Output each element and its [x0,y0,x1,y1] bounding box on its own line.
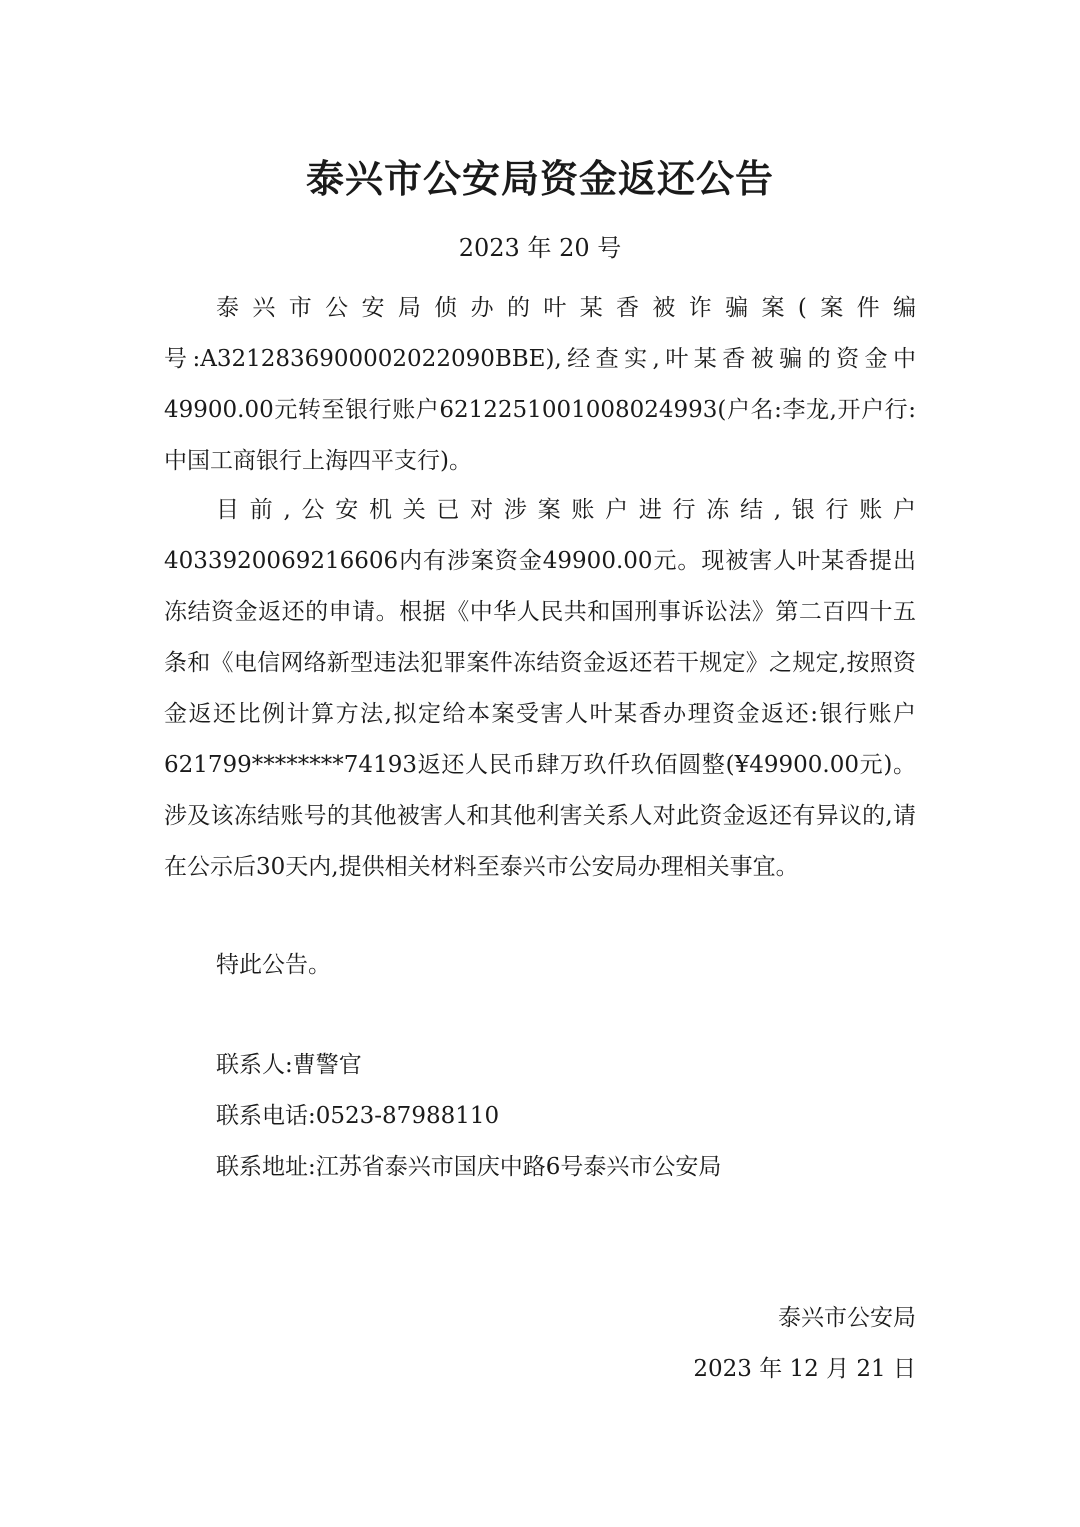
paragraph-refund-details: 目前,公安机关已对涉案账户进行冻结,银行账户4033920069216606内有涉案资金49900.00元。现被害人叶某香提出冻结资金返还的申请。根据《中华人民共和国刑事诉讼法》第二百四十五条和《电信网络新型违法犯罪案件冻结资金返还若干规定》之规定,按照资金返还比例计算方法,拟定给本案受害人叶某香办理资金返还:银行账户621799********74193返还人民币肆万玖仟玖佰圆整(¥49900.00元)。涉及该冻结账号的其他被害人和其他利害关系人对此资金返还有异议的,请在公示后30天内,提供相关材料至泰兴市公安局办理相关事宜。 [164,497,916,880]
contact-address: 联系地址:江苏省泰兴市国庆中路6号泰兴市公安局 [216,1154,722,1180]
paragraph-case-details: 泰兴市公安局侦办的叶某香被诈骗案(案件编号:A3212836900002022090BBE),经查实,叶某香被骗的资金中49900.00元转至银行账户6212251001008024993(户名:李龙,开户行:中国工商银行上海四平支行)。 [164,295,916,474]
paragraph-closing: 特此公告。 [216,952,331,978]
signature-date: 2023 年 12 月 21 日 [693,1356,916,1382]
signature-issuer: 泰兴市公安局 [778,1305,916,1331]
contact-phone: 联系电话:0523-87988110 [216,1103,500,1129]
contact-person: 联系人:曹警官 [216,1052,362,1078]
page-title: 泰兴市公安局资金返还公告 [305,157,774,201]
document-number: 2023 年 20 号 [458,234,622,262]
